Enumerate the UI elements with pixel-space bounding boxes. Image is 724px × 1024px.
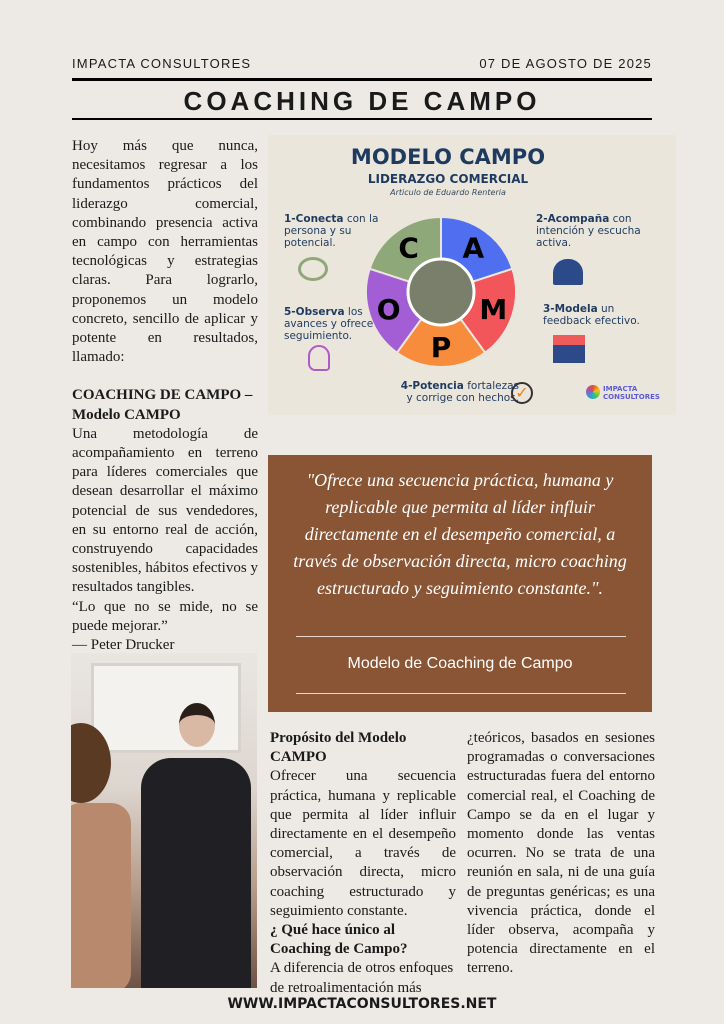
section-heading: Propósito del Modelo CAMPO bbox=[270, 730, 407, 766]
divider bbox=[296, 693, 626, 694]
coaching-photo bbox=[71, 653, 257, 988]
section-heading: ¿ Qué hace único al Coaching de Campo? bbox=[270, 922, 408, 958]
page-title: COACHING DE CAMPO bbox=[183, 86, 541, 116]
step-conecta: 1-Conecta con la persona y su potencial. bbox=[284, 213, 379, 249]
divider bbox=[72, 118, 652, 120]
letter-c: C bbox=[398, 231, 419, 265]
letter-p: P bbox=[430, 331, 452, 364]
unique-paragraph: A diferencia de otros enfoques de retroalimentación más bbox=[270, 960, 454, 996]
coachee-body bbox=[71, 803, 131, 988]
callout-box bbox=[268, 455, 652, 712]
quote: “Lo que no se mide, no se puede mejorar.” bbox=[72, 598, 258, 634]
step-modela: 3-Modela un feedback efectivo. bbox=[543, 303, 640, 327]
body-column-2 bbox=[467, 729, 655, 979]
purpose-paragraph: Ofrecer una secuencia práctica, humana y replicable que permita al líder influir directamente en el desempeño comercial, a través de observación directa, micro coaching estructurado y seguimiento constante. bbox=[270, 768, 456, 919]
step-observa: 5-Observa los avances y ofrece seguimiento. bbox=[284, 306, 374, 342]
section-heading: COACHING DE CAMPO – Modelo CAMPO bbox=[72, 387, 253, 423]
center-photo bbox=[408, 259, 474, 325]
letter-m: M bbox=[479, 292, 508, 326]
checkmark-icon: ✓ bbox=[511, 382, 533, 404]
issue-date: 07 DE AGOSTO DE 2025 bbox=[479, 56, 652, 71]
woman-face bbox=[179, 703, 215, 747]
step-acompana: 2-Acompaña con intención y escucha activa. bbox=[536, 213, 641, 249]
org-name: IMPACTA CONSULTORES bbox=[72, 56, 252, 71]
feedback-icon bbox=[553, 335, 585, 363]
letter-o: O bbox=[376, 292, 401, 326]
quote-author: — Peter Drucker bbox=[72, 637, 175, 654]
modelo-campo-infographic bbox=[268, 135, 676, 415]
infographic-subtitle: LIDERAZGO COMERCIAL bbox=[367, 172, 529, 186]
step-potencia: 4-Potencia fortalezas y corrige con hechos. bbox=[400, 380, 519, 404]
head-brain-icon bbox=[308, 345, 330, 371]
people-connect-icon bbox=[298, 257, 328, 281]
body-column-1 bbox=[270, 729, 456, 998]
divider bbox=[72, 78, 652, 81]
impacta-logo-text: IMPACTA CONSULTORES bbox=[603, 385, 660, 401]
divider bbox=[296, 636, 626, 637]
intro-paragraph: Hoy más que nunca, necesitamos regresar a los fundamentos prácticos del liderazgo comercial, combinando presencia activa en campo con herramientas tecnológicas y estrategias claras. Para lograrlo, proponemos un modelo concreto, sencillo de aplicar y potente en resultados, llamado: bbox=[72, 138, 258, 366]
callout-quote: "Ofrece una secuencia práctica, humana y replicable que permita al líder influir directamente en el desempeño comercial, a través de observación directa, micro coaching estructurado y seguimiento constante.". bbox=[293, 470, 627, 598]
impacta-logo-icon bbox=[586, 385, 600, 399]
intro-column bbox=[72, 137, 258, 655]
unique-paragraph-cont: ¿teóricos, basados en sesiones programadas o conversaciones estructuradas fuera del entorno comercial real, el Coaching de Campo se da en el lugar y momento donde las ventas ocurren. No se trata de una reunión en sala, ni de una guía de preguntas genéricas; es una vivencia práctica, donde el líder observa, acompaña y potencia directamente en el terreno. bbox=[467, 730, 655, 977]
letter-a: A bbox=[462, 231, 485, 265]
callout-caption: Modelo de Coaching de Campo bbox=[347, 655, 573, 672]
team-check-icon bbox=[553, 259, 583, 285]
woman-body bbox=[141, 758, 251, 988]
window bbox=[91, 663, 241, 753]
website-link[interactable]: WWW.IMPACTACONSULTORES.NET bbox=[227, 996, 497, 1012]
definition-paragraph: Una metodología de acompañamiento en terreno para líderes comerciales que desean desarrollar el máximo potencial de sus vendedores, en su entorno real de acción, construyendo capacidades sostenibles, hábitos efectivos y resultados tangibles. bbox=[72, 425, 258, 596]
infographic-byline: Articulo de Eduardo Renteria bbox=[390, 188, 506, 197]
infographic-title: MODELO CAMPO bbox=[350, 145, 546, 169]
campo-ring bbox=[268, 135, 676, 415]
